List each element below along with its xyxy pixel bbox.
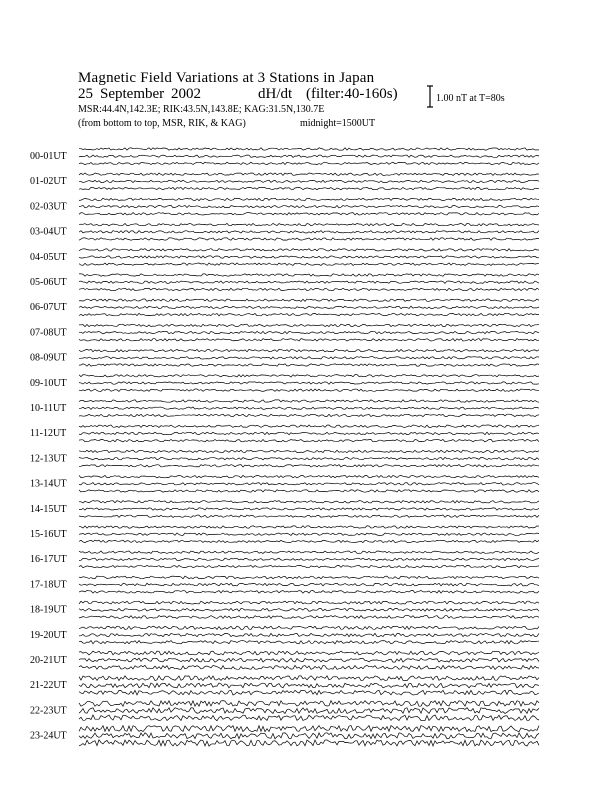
trace-rik (79, 306, 539, 308)
chart-title: Magnetic Field Variations at 3 Stations in Japan (78, 70, 375, 86)
trace-rik (79, 533, 539, 535)
trace-kag (79, 223, 539, 225)
hour-label: 21-22UT (30, 680, 67, 692)
trace-msr (79, 665, 539, 669)
trace-kag (79, 198, 539, 200)
hour-label: 19-20UT (30, 629, 67, 641)
trace-kag (79, 400, 539, 402)
hour-label: 17-18UT (30, 579, 67, 591)
trace-msr (79, 565, 539, 567)
trace-rik (79, 281, 539, 283)
date-year: 2002 (171, 86, 201, 102)
date-month: September (100, 86, 165, 102)
trace-kag (79, 651, 539, 655)
trace-rik (79, 558, 539, 560)
trace-msr (79, 715, 539, 721)
trace-kag (79, 349, 539, 351)
trace-kag (79, 626, 539, 629)
hour-label: 08-09UT (30, 352, 67, 364)
hour-label: 00-01UT (30, 151, 67, 162)
trace-msr (79, 591, 539, 594)
trace-kag (79, 701, 539, 707)
scale-bar (427, 86, 433, 107)
trace-msr (79, 616, 539, 619)
trace-rik (79, 407, 539, 409)
trace-kag (79, 425, 539, 427)
hour-label: 07-08UT (30, 327, 67, 339)
hour-label: 04-05UT (30, 251, 67, 263)
trace-msr (79, 641, 539, 644)
date-day: 25 (78, 86, 93, 102)
trace-kag (79, 526, 539, 528)
trace-kag (79, 576, 539, 579)
trace-kag (79, 551, 539, 553)
trace-rik (79, 658, 539, 662)
trace-rik (79, 683, 539, 688)
trace-msr (79, 213, 539, 215)
trace-rik (79, 583, 539, 586)
stations-line: MSR:44.4N,142.3E; RIK:43.5N,143.8E; KAG:31.5N,130.7E (78, 104, 325, 115)
trace-msr (79, 439, 539, 441)
trace-msr (79, 515, 539, 517)
trace-kag (79, 324, 539, 326)
trace-kag (79, 501, 539, 503)
trace-rik (79, 331, 539, 333)
hour-label: 16-17UT (30, 554, 67, 566)
hour-label: 13-14UT (30, 478, 67, 490)
hour-label: 23-24UT (30, 730, 67, 742)
hour-label: 01-02UT (30, 176, 67, 188)
trace-rik (79, 457, 539, 459)
trace-msr (79, 414, 539, 416)
scale-label: 1.00 nT at T=80s (436, 93, 505, 104)
hour-label: 03-04UT (30, 226, 67, 238)
hour-label: 11-12UT (30, 428, 67, 440)
trace-kag (79, 601, 539, 604)
trace-msr (79, 313, 539, 315)
hour-label: 12-13UT (30, 453, 67, 465)
hour-label: 14-15UT (30, 503, 67, 515)
trace-rik (79, 155, 539, 157)
midnight-note: midnight=1500UT (300, 118, 376, 129)
hour-label: 05-06UT (30, 277, 67, 288)
trace-rik (79, 708, 539, 714)
hour-label: 18-19UT (30, 604, 67, 616)
trace-msr (79, 364, 539, 366)
trace-kag (79, 450, 539, 452)
trace-msr (79, 238, 539, 240)
trace-kag (79, 475, 539, 477)
hour-label: 15-16UT (30, 529, 67, 540)
trace-msr (79, 490, 539, 492)
trace-msr (79, 690, 539, 695)
trace-rik (79, 483, 539, 485)
trace-rik (79, 256, 539, 258)
trace-kag (79, 249, 539, 251)
quantity-label: dH/dt (258, 86, 293, 102)
hour-label: 06-07UT (30, 302, 67, 314)
trace-msr (79, 187, 539, 189)
hour-label: 02-03UT (30, 201, 67, 213)
trace-kag (79, 148, 539, 150)
trace-kag (79, 299, 539, 301)
trace-kag (79, 375, 539, 377)
trace-rik (79, 608, 539, 611)
trace-rik (79, 180, 539, 182)
trace-kag (79, 173, 539, 175)
trace-kag (79, 274, 539, 276)
trace-msr (79, 162, 539, 164)
filter-label: (filter:40-160s) (306, 86, 398, 102)
trace-kag (79, 676, 539, 681)
order-note: (from bottom to top, MSR, RIK, & KAG) (78, 118, 246, 129)
hour-label: 22-23UT (30, 705, 67, 717)
hour-label: 20-21UT (30, 655, 67, 666)
trace-rik (79, 733, 539, 739)
trace-rik (79, 357, 539, 359)
hour-label: 10-11UT (30, 403, 67, 414)
trace-rik (79, 432, 539, 434)
trace-rik (79, 382, 539, 384)
trace-kag (79, 726, 539, 732)
trace-msr (79, 389, 539, 391)
trace-msr (79, 339, 539, 341)
trace-rik (79, 205, 539, 207)
trace-msr (79, 263, 539, 265)
trace-rik (79, 633, 539, 636)
trace-msr (79, 540, 539, 542)
trace-rik (79, 231, 539, 233)
hour-label: 09-10UT (30, 377, 67, 389)
trace-rik (79, 508, 539, 510)
trace-msr (79, 288, 539, 290)
trace-msr (79, 465, 539, 467)
trace-msr (79, 740, 539, 746)
